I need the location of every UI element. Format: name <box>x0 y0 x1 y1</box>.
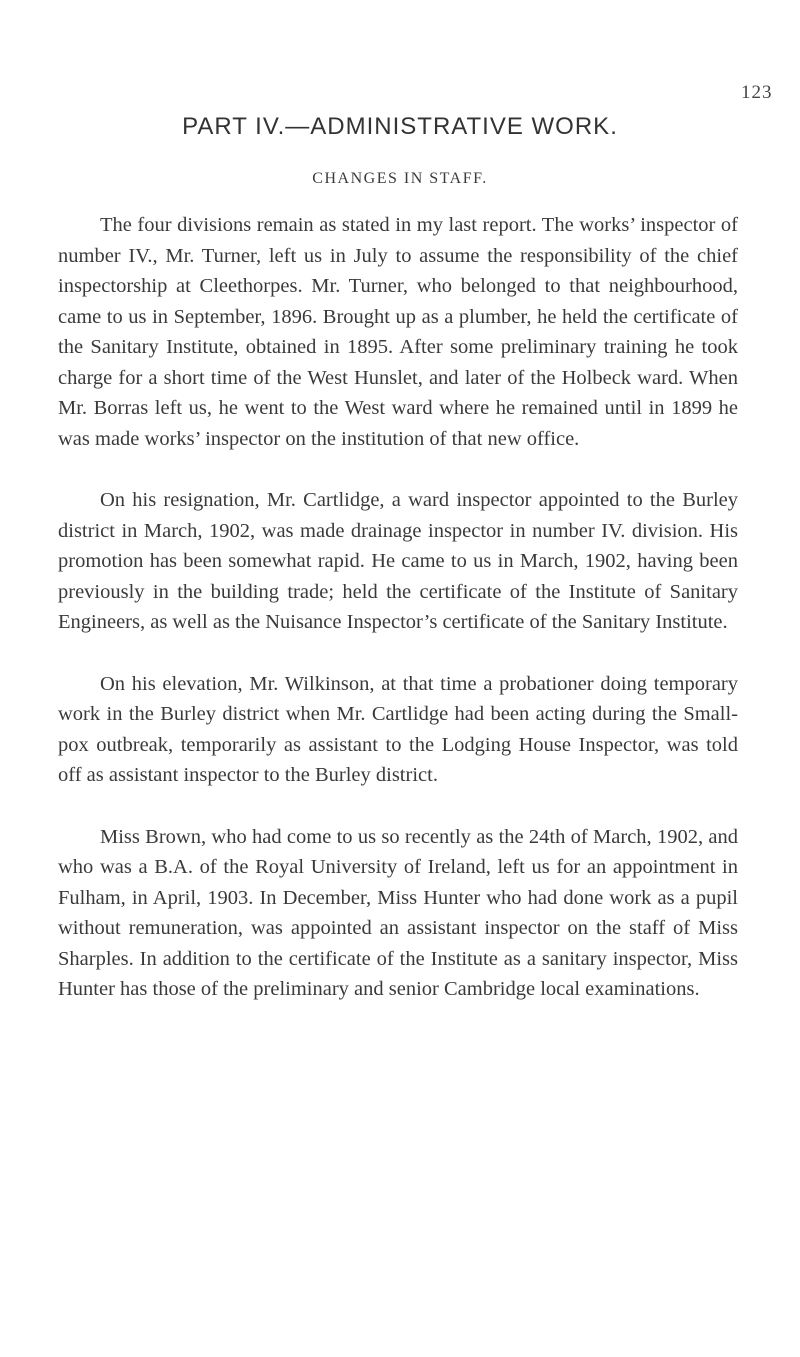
paragraph-wilkinson: On his elevation, Mr. Wilkinson, at that time a probationer doing temporary work in the Burley district when Mr. Cartlidge had been acting during the Small-pox outbreak, temporarily as assistant to the Lodging House Inspector, was told off as assistant inspector to the Burley district. <box>58 672 738 786</box>
paragraph-cartlidge: On his resignation, Mr. Cartlidge, a ward inspector appointed to the Burley district in March, 1902, was made drainage inspector in number IV. division. His promotion has been somewhat rapid. He came to us in March, 1902, having been previously in the building trade; held the certificate of the Institute of Sanitary Engineers, as well as the Nuisance Inspector’s certificate of the Sanitary Institute. <box>58 489 738 633</box>
section-heading: CHANGES IN STAFF. <box>312 170 488 187</box>
part-heading: PART IV.—ADMINISTRATIVE WORK. <box>182 113 618 140</box>
paragraph-brown-hunter: Miss Brown, who had come to us so recently as the 24th of March, 1902, and who was a B.A. of the Royal University of Ireland, left us for an appointment in Fulham, in April, 1903. In December, Miss Hunter who had done work as a pupil without remuneration, was appointed an assistant inspector on the staff of Miss Sharples. In addition to the certificate of the Institute as a sanitary inspector, Miss Hunter has those of the preliminary and senior Cambridge local examinations. <box>58 825 738 1000</box>
body-text <box>58 210 738 1036</box>
paragraph-turner: The four divisions remain as stated in my last report. The works’ inspector of number IV., Mr. Turner, left us in July to assume the responsibility of the chief inspectorship at Cleethorpes. Mr. Turner, who belonged to that neighbourhood, came to us in September, 1896. Brought up as a plumber, he held the certificate of the Sanitary Institute, obtained in 1895. After some preliminary training he took charge for a short time of the West Hunslet, and later of the Holbeck ward. When Mr. Borras left us, he went to the West ward where he remained until in 1899 he was made works’ inspector on the institution of that new office. <box>58 214 738 450</box>
page-number: 123 <box>741 82 773 103</box>
